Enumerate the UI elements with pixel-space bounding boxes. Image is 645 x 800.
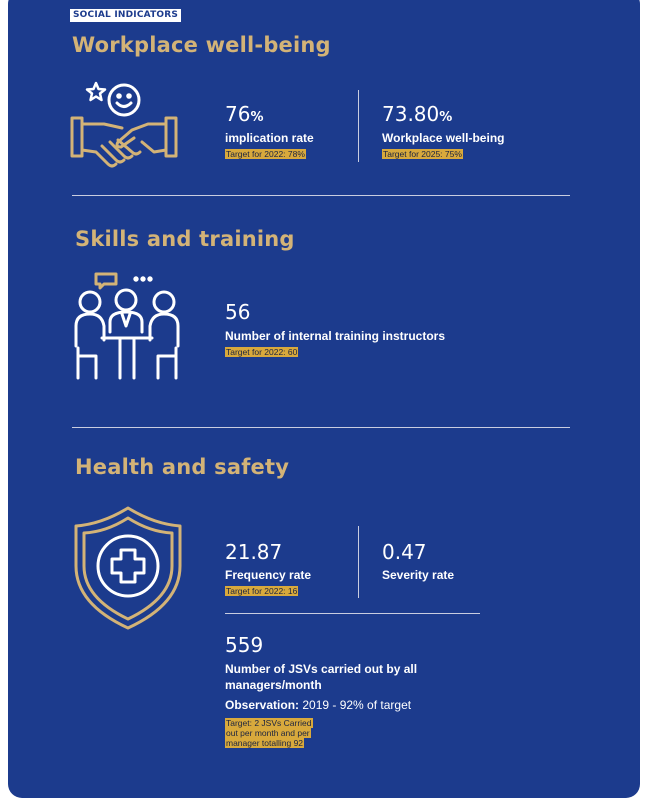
jsv-target-line3: manager totalling 92 (226, 738, 304, 748)
shield-cross-icon (74, 506, 182, 630)
frequency-target: Target for 2022: 16 (226, 586, 298, 596)
jsv-target-line1: Target: 2 JSVs Carried (226, 718, 312, 728)
handshake-smiley-icon (68, 80, 180, 180)
workplace-title: Workplace well-being (72, 33, 331, 57)
severity-value: 0.47 (382, 540, 427, 564)
wellbeing-label: Workplace well-being (382, 131, 505, 145)
severity-label: Severity rate (382, 568, 455, 582)
frequency-label: Frequency rate (225, 568, 312, 582)
section-divider-2 (72, 427, 570, 428)
instructors-value: 56 (225, 300, 251, 324)
jsv-target (225, 718, 313, 748)
health-divider (358, 526, 359, 598)
jsv-label-line2: managers/month (225, 678, 322, 692)
jsv-label-line1: Number of JSVs carried out by all (225, 662, 418, 676)
jsv-target-line2: out per month and per (226, 728, 310, 738)
jsv-observation: Observation: 2019 - 92% of target (225, 698, 412, 712)
health-title: Health and safety (75, 455, 290, 479)
frequency-value: 21.87 (225, 540, 283, 564)
instructors-label: Number of internal training instructors (225, 329, 446, 343)
wellbeing-target: Target for 2025: 75% (383, 149, 462, 159)
implication-rate-label: implication rate (225, 131, 314, 145)
implication-rate-value: 76% (225, 102, 264, 126)
health-inner-divider (225, 613, 480, 614)
implication-target: Target for 2022: 78% (226, 149, 305, 159)
meeting-people-icon (72, 270, 182, 382)
workplace-divider (358, 90, 359, 162)
wellbeing-value: 73.80% (382, 102, 453, 126)
section-divider-1 (72, 195, 570, 196)
section-tag: SOCIAL INDICATORS (70, 9, 181, 22)
instructors-target: Target for 2022: 60 (226, 347, 298, 357)
skills-title: Skills and training (75, 227, 295, 251)
jsv-value: 559 (225, 633, 264, 657)
